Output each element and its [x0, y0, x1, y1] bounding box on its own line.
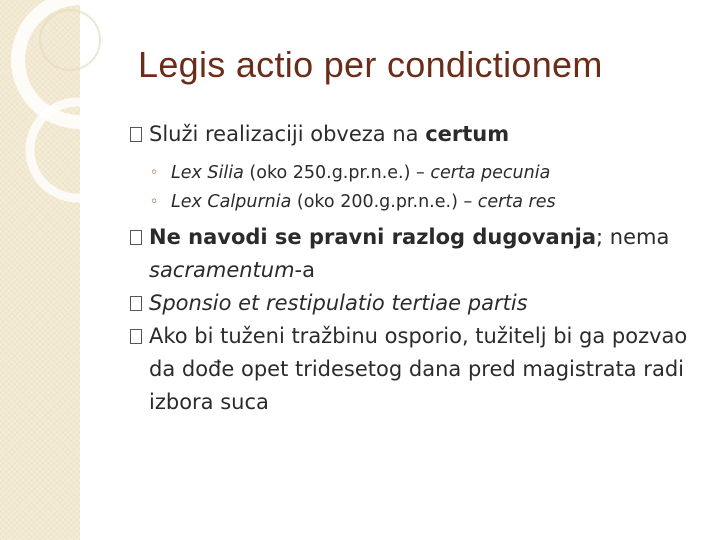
sub-italic-law: Lex Calpurnia — [171, 192, 292, 212]
slide-body — [130, 118, 700, 419]
bullet-text: Služi realizaciji obveza na — [149, 122, 426, 146]
bullet-text: Ako bi tuženi tražbinu osporio, tužitelj bi ga pozvao da dođe opet tridesetog dana pred magistrata radi izbora suca — [149, 324, 688, 414]
bullet-italic-text: Sponsio et restipulatio tertiae partis — [149, 291, 528, 315]
bullet-certum — [130, 118, 700, 151]
sub-bullet-circle-icon: ◦ — [150, 165, 159, 181]
sub-text: (oko 200.g.pr.n.e.) – — [291, 192, 478, 212]
sub-bullet-lex-silia — [130, 159, 700, 188]
sub-bullet-lex-calpurnia — [130, 188, 700, 217]
sub-text: (oko 250.g.pr.n.e.) – — [243, 163, 431, 183]
bullet-box-icon — [130, 221, 149, 254]
bullet-bold-text: certum — [425, 122, 510, 146]
bullet-pravni-razlog — [130, 221, 700, 287]
bullet-sponsio — [130, 287, 700, 320]
bullet-tuzeni — [130, 320, 700, 419]
bullet-bold-text: Ne navodi se pravni razlog dugovanja — [149, 225, 597, 249]
bullet-suffix-text: -a — [294, 258, 315, 282]
bullet-text: ; nema — [596, 225, 670, 249]
bullet-box-icon — [130, 287, 149, 320]
bullet-box-icon — [130, 118, 149, 151]
sub-bullet-circle-icon: ◦ — [150, 194, 159, 210]
slide-title: Legis actio per condictionem — [138, 44, 603, 85]
sub-italic-object: certa res — [477, 192, 556, 212]
sub-italic-object: certa pecunia — [430, 163, 551, 183]
bullet-italic-text: sacramentum — [149, 258, 295, 282]
sub-italic-law: Lex Silia — [171, 163, 244, 183]
decorative-circle-ring — [40, 10, 100, 70]
bullet-box-icon — [130, 320, 149, 353]
